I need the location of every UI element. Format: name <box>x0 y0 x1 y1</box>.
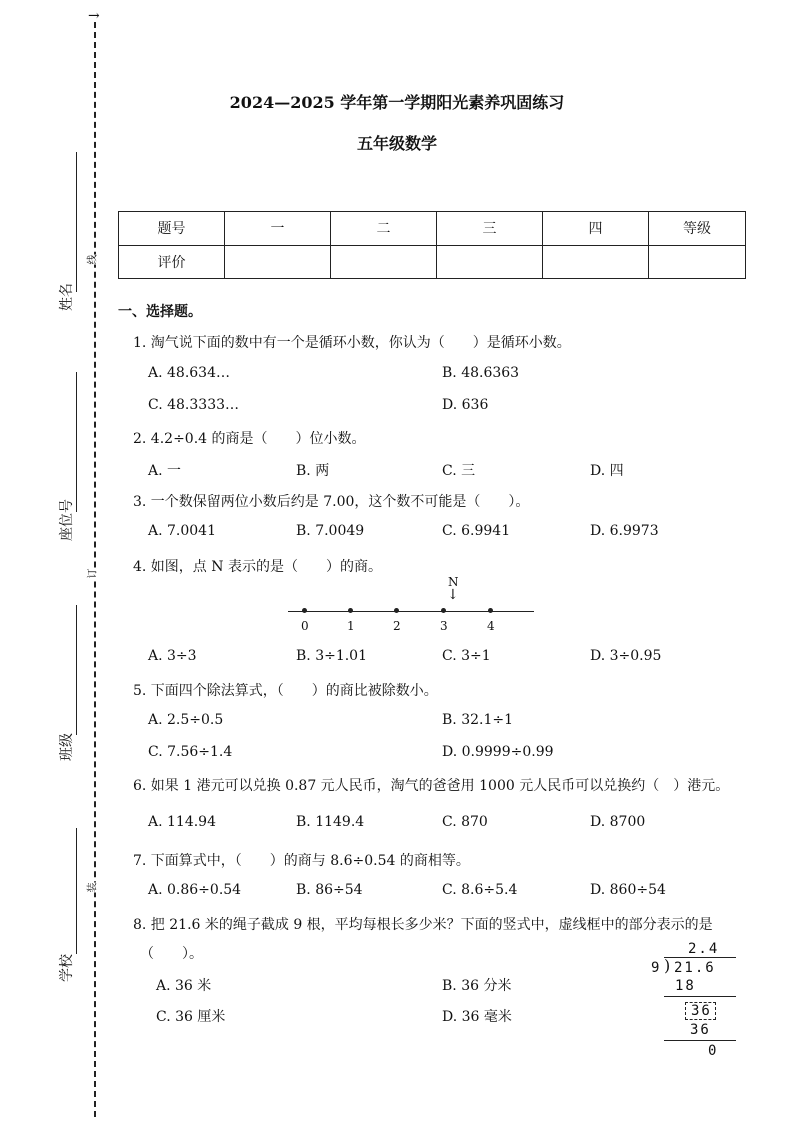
class-label: 班级 <box>59 733 75 761</box>
question-3-option-d[interactable]: D. 6.9973 <box>590 523 659 539</box>
school-underline <box>76 828 77 954</box>
number-line-point-label: N <box>448 575 459 589</box>
division-boxed-part: 36 <box>685 1002 716 1020</box>
question-7-option-c[interactable]: C. 8.6÷5.4 <box>442 882 518 898</box>
question-6-option-d[interactable]: D. 8700 <box>590 814 646 830</box>
number-line-tick-label: 1 <box>347 619 355 633</box>
question-8-option-b[interactable]: B. 36 分米 <box>442 978 512 994</box>
number-line-tick-label: 3 <box>440 619 448 633</box>
seat-label: 座位号 <box>59 499 75 541</box>
score-table-eval-row <box>119 245 746 279</box>
number-line-tick <box>441 608 446 613</box>
question-6-option-b[interactable]: B. 1149.4 <box>296 814 365 830</box>
score-table-header-row <box>119 212 746 246</box>
division-rule-2 <box>664 1040 736 1041</box>
question-1-stem: 1. 淘气说下面的数中有一个是循环小数，你认为（ ）是循环小数。 <box>133 335 571 351</box>
question-7-option-b[interactable]: B. 86÷54 <box>296 882 363 898</box>
page-subtitle: 五年级数学 <box>356 134 437 153</box>
score-cell: 题号 <box>119 212 225 246</box>
division-step1: 18 <box>675 978 696 994</box>
number-line-tick <box>488 608 493 613</box>
division-rule-1 <box>664 996 736 997</box>
question-1-option-a[interactable]: A. 48.634… <box>148 365 230 381</box>
section-title: 一、选择题。 <box>118 304 202 320</box>
number-line-tick <box>348 608 353 613</box>
question-8-option-d[interactable]: D. 36 毫米 <box>442 1009 512 1025</box>
seat-underline <box>76 372 77 512</box>
arrow-down-icon: ↓ <box>447 587 459 603</box>
class-underline <box>76 605 77 735</box>
score-cell: 三 <box>437 212 543 246</box>
question-2-option-c[interactable]: C. 三 <box>442 463 476 479</box>
score-input-cell[interactable] <box>331 245 437 279</box>
question-4-stem: 4. 如图，点 N 表示的是（ ）的商。 <box>133 559 382 575</box>
question-1-option-d[interactable]: D. 636 <box>442 397 489 413</box>
score-input-cell[interactable] <box>437 245 543 279</box>
cut-mark-line: 线 <box>84 255 99 265</box>
question-5-option-c[interactable]: C. 7.56÷1.4 <box>148 744 233 760</box>
question-8-stem: 8. 把 21.6 米的绳子截成 9 根，平均每根长多少米？下面的竖式中，虚线框中的部分表示的是 <box>133 917 713 933</box>
question-7-option-a[interactable]: A. 0.86÷0.54 <box>148 882 242 898</box>
question-4-option-b[interactable]: B. 3÷1.01 <box>296 648 367 664</box>
page-title: 2024—2025 学年第一学期阳光素养巩固练习 <box>229 93 565 112</box>
number-line-tick-label: 4 <box>487 619 495 633</box>
question-6-stem: 6. 如果 1 港元可以兑换 0.87 元人民币，淘气的爸爸用 1000 元人民币可以兑换约（ ）港元。 <box>133 778 730 794</box>
number-line-tick <box>394 608 399 613</box>
question-2-option-d[interactable]: D. 四 <box>590 463 624 479</box>
question-1-option-c[interactable]: C. 48.3333… <box>148 397 240 413</box>
question-4-option-d[interactable]: D. 3÷0.95 <box>590 648 662 664</box>
question-6-option-a[interactable]: A. 114.94 <box>148 814 216 830</box>
question-4-option-c[interactable]: C. 3÷1 <box>442 648 491 664</box>
question-3-stem: 3. 一个数保留两位小数后约是 7.00，这个数不可能是（ ）。 <box>133 494 530 510</box>
cut-mark-bind: 订 <box>84 569 99 579</box>
division-remainder: 0 <box>708 1043 719 1059</box>
number-line-tick <box>302 608 307 613</box>
cut-mark-stitch: 装 <box>84 883 99 893</box>
score-cell: 评价 <box>119 245 225 279</box>
question-6-option-c[interactable]: C. 870 <box>442 814 488 830</box>
division-bar <box>664 957 736 958</box>
question-2-option-b[interactable]: B. 两 <box>296 463 330 479</box>
question-8-option-a[interactable]: A. 36 米 <box>156 978 212 994</box>
question-7-stem: 7. 下面算式中，（ ）的商与 8.6÷0.54 的商相等。 <box>133 853 470 869</box>
question-5-option-d[interactable]: D. 0.9999÷0.99 <box>442 744 554 760</box>
question-3-option-a[interactable]: A. 7.0041 <box>148 523 216 539</box>
score-cell: 四 <box>543 212 649 246</box>
question-7-option-d[interactable]: D. 860÷54 <box>590 882 666 898</box>
score-cell: 二 <box>331 212 437 246</box>
division-divisor: 9 <box>651 960 662 976</box>
question-1-option-b[interactable]: B. 48.6363 <box>442 365 520 381</box>
score-input-cell[interactable] <box>543 245 649 279</box>
question-3-option-b[interactable]: B. 7.0049 <box>296 523 365 539</box>
question-5-option-b[interactable]: B. 32.1÷1 <box>442 712 513 728</box>
score-table <box>118 211 746 279</box>
question-5-option-a[interactable]: A. 2.5÷0.5 <box>148 712 224 728</box>
name-underline <box>76 152 77 292</box>
score-cell: 等级 <box>649 212 746 246</box>
score-cell: 一 <box>225 212 331 246</box>
question-8-option-c[interactable]: C. 36 厘米 <box>156 1009 226 1025</box>
question-4-option-a[interactable]: A. 3÷3 <box>148 648 197 664</box>
name-label: 姓名 <box>59 283 75 311</box>
question-5-stem: 5. 下面四个除法算式，（ ）的商比被除数小。 <box>133 683 438 699</box>
division-step2: 36 <box>690 1022 711 1038</box>
score-input-cell[interactable] <box>649 245 746 279</box>
division-dividend: 21.6 <box>674 960 716 976</box>
number-line-tick-label: 0 <box>301 619 309 633</box>
division-quotient: 2.4 <box>688 941 720 957</box>
number-line <box>288 611 534 612</box>
score-input-cell[interactable] <box>225 245 331 279</box>
question-2-stem: 2. 4.2÷0.4 的商是（ ）位小数。 <box>133 431 366 447</box>
number-line-tick-label: 2 <box>393 619 401 633</box>
question-2-option-a[interactable]: A. 一 <box>148 463 182 479</box>
question-8-stem-cont: （ ）。 <box>140 946 203 962</box>
top-arrow-mark: → <box>88 8 100 24</box>
question-3-option-c[interactable]: C. 6.9941 <box>442 523 511 539</box>
school-label: 学校 <box>59 954 75 982</box>
division-bracket: ) <box>664 956 671 975</box>
